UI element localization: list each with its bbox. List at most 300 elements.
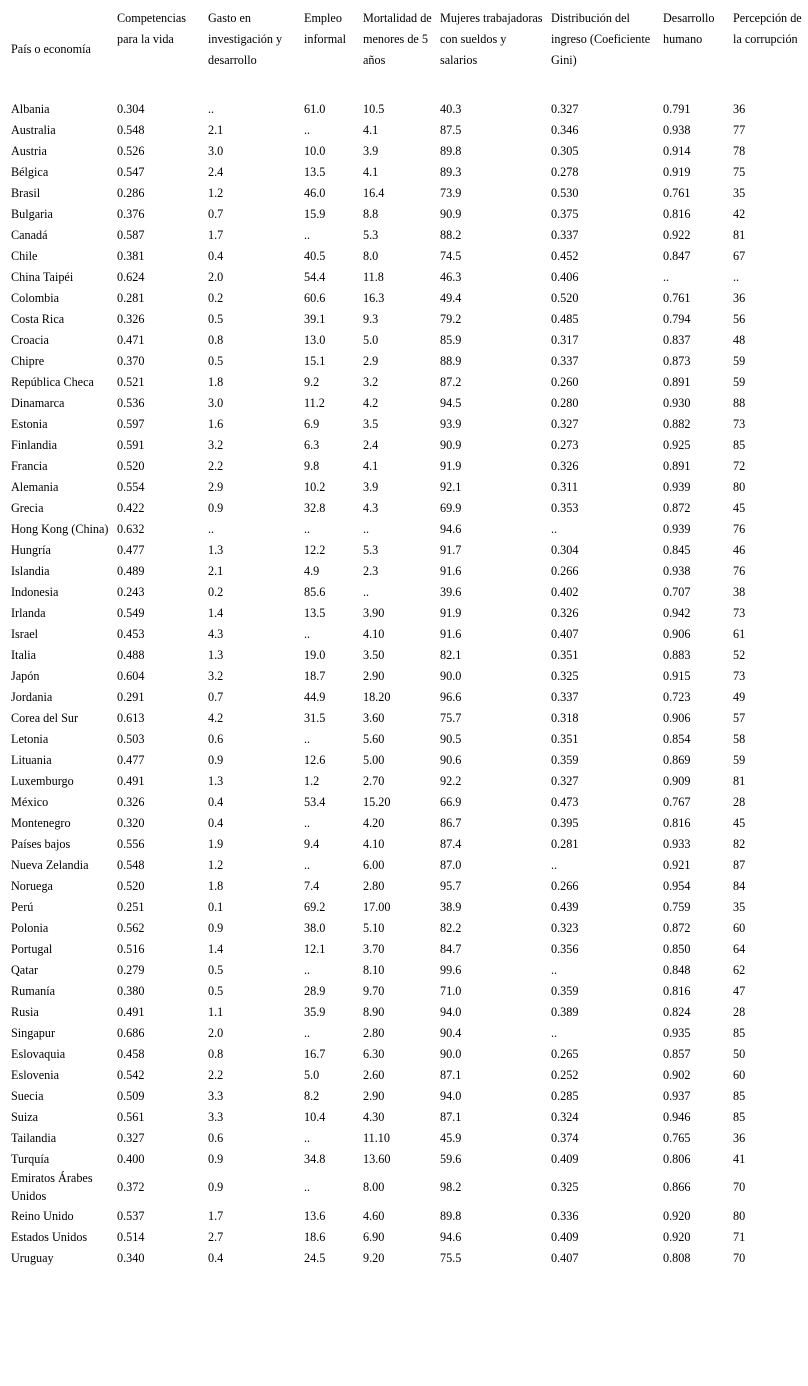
cell-informal-employment: 5.0	[304, 1067, 320, 1082]
cell-corruption-perception: 36	[733, 290, 746, 305]
cell-country: Bélgica	[11, 164, 49, 179]
cell-rd-spending: 3.2	[208, 668, 224, 683]
cell-corruption-perception: 87	[733, 857, 746, 872]
cell-women-wage-workers: 82.2	[440, 920, 462, 935]
cell-gini: 0.389	[551, 1004, 579, 1019]
table-row	[8, 245, 808, 266]
cell-rd-spending: 1.8	[208, 878, 224, 893]
cell-corruption-perception: 59	[733, 353, 746, 368]
cell-informal-employment: 60.6	[304, 290, 326, 305]
cell-life-skills: 0.376	[117, 206, 145, 221]
cell-country: Letonia	[11, 731, 49, 746]
cell-gini: 0.265	[551, 1046, 579, 1061]
cell-women-wage-workers: 89.8	[440, 143, 462, 158]
cell-corruption-perception: 61	[733, 626, 746, 641]
table-row	[8, 938, 808, 959]
column-header-rd-spending: Gasto en investigación y desarrollo	[208, 11, 283, 67]
column-header-under5-mortality: Mortalidad de menores de 5 años	[363, 11, 432, 67]
cell-human-development: 0.920	[663, 1208, 691, 1223]
cell-country: Reino Unido	[11, 1208, 74, 1223]
cell-human-development: 0.808	[663, 1250, 691, 1265]
table-row	[8, 1169, 808, 1205]
cell-under5-mortality: 8.8	[363, 206, 379, 221]
cell-gini: 0.325	[551, 668, 579, 683]
cell-life-skills: 0.514	[117, 1229, 145, 1244]
cell-human-development: 0.920	[663, 1229, 691, 1244]
cell-informal-employment: ..	[304, 626, 311, 641]
cell-informal-employment: 4.9	[304, 563, 320, 578]
cell-rd-spending: 1.4	[208, 941, 224, 956]
cell-life-skills: 0.587	[117, 227, 145, 242]
cell-women-wage-workers: 86.7	[440, 815, 462, 830]
cell-informal-employment: 15.1	[304, 353, 326, 368]
cell-corruption-perception: 85	[733, 1109, 746, 1124]
cell-gini: 0.530	[551, 185, 579, 200]
cell-rd-spending: 4.3	[208, 626, 224, 641]
cell-gini: 0.407	[551, 1250, 579, 1265]
cell-country: República Checa	[11, 374, 94, 389]
cell-corruption-perception: 73	[733, 416, 746, 431]
cell-corruption-perception: 88	[733, 395, 746, 410]
cell-gini: 0.402	[551, 584, 579, 599]
cell-life-skills: 0.516	[117, 941, 145, 956]
cell-human-development: 0.873	[663, 353, 691, 368]
cell-informal-employment: ..	[304, 227, 311, 242]
cell-corruption-perception: 85	[733, 1088, 746, 1103]
cell-informal-employment: 40.5	[304, 248, 326, 263]
cell-gini: 0.318	[551, 710, 579, 725]
cell-human-development: 0.850	[663, 941, 691, 956]
cell-rd-spending: 3.0	[208, 395, 224, 410]
cell-women-wage-workers: 90.5	[440, 731, 462, 746]
cell-country: Turquía	[11, 1151, 50, 1166]
cell-under5-mortality: 4.2	[363, 395, 379, 410]
cell-informal-employment: 18.7	[304, 668, 326, 683]
cell-corruption-perception: 76	[733, 521, 746, 536]
cell-rd-spending: 0.9	[208, 1151, 224, 1166]
cell-country: Israel	[11, 626, 39, 641]
cell-gini: 0.323	[551, 920, 579, 935]
cell-life-skills: 0.477	[117, 542, 145, 557]
cell-human-development: 0.902	[663, 1067, 691, 1082]
cell-life-skills: 0.526	[117, 143, 145, 158]
table-row	[8, 1043, 808, 1064]
cell-life-skills: 0.548	[117, 122, 145, 137]
cell-rd-spending: 0.1	[208, 899, 224, 914]
table-row	[8, 203, 808, 224]
cell-life-skills: 0.458	[117, 1046, 145, 1061]
table-row	[8, 371, 808, 392]
cell-rd-spending: 3.0	[208, 143, 224, 158]
cell-life-skills: 0.521	[117, 374, 145, 389]
cell-rd-spending: 2.9	[208, 479, 224, 494]
cell-gini: 0.356	[551, 941, 579, 956]
table-row	[8, 1148, 808, 1169]
cell-human-development: 0.891	[663, 458, 691, 473]
cell-life-skills: 0.422	[117, 500, 145, 515]
cell-informal-employment: 9.4	[304, 836, 320, 851]
cell-informal-employment: 12.2	[304, 542, 326, 557]
cell-informal-employment: 54.4	[304, 269, 326, 284]
cell-women-wage-workers: 73.9	[440, 185, 462, 200]
cell-corruption-perception: 82	[733, 836, 746, 851]
cell-rd-spending: 3.2	[208, 437, 224, 452]
cell-under5-mortality: 4.1	[363, 164, 379, 179]
table-row	[8, 455, 808, 476]
table-row	[8, 812, 808, 833]
cell-women-wage-workers: 94.0	[440, 1004, 462, 1019]
cell-women-wage-workers: 91.9	[440, 605, 462, 620]
cell-human-development: 0.914	[663, 143, 691, 158]
cell-under5-mortality: 4.30	[363, 1109, 385, 1124]
cell-human-development: 0.882	[663, 416, 691, 431]
cell-country: Singapur	[11, 1025, 56, 1040]
cell-under5-mortality: 6.30	[363, 1046, 385, 1061]
country-indicators-table	[8, 6, 808, 1268]
table-row	[8, 1127, 808, 1148]
cell-under5-mortality: 2.9	[363, 353, 379, 368]
cell-human-development: 0.937	[663, 1088, 691, 1103]
cell-gini: 0.473	[551, 794, 579, 809]
cell-country: Perú	[11, 899, 34, 914]
cell-under5-mortality: 2.80	[363, 878, 385, 893]
cell-women-wage-workers: 87.1	[440, 1109, 462, 1124]
cell-country: Islandia	[11, 563, 50, 578]
cell-life-skills: 0.327	[117, 1130, 145, 1145]
cell-corruption-perception: 64	[733, 941, 746, 956]
cell-gini: ..	[551, 962, 558, 977]
cell-country: Montenegro	[11, 815, 71, 830]
table-row	[8, 749, 808, 770]
cell-gini: 0.327	[551, 416, 579, 431]
cell-rd-spending: ..	[208, 521, 215, 536]
cell-under5-mortality: 16.4	[363, 185, 385, 200]
cell-life-skills: 0.554	[117, 479, 145, 494]
cell-rd-spending: 2.7	[208, 1229, 224, 1244]
cell-corruption-perception: 78	[733, 143, 746, 158]
table-row	[8, 875, 808, 896]
cell-country: Corea del Sur	[11, 710, 79, 725]
cell-gini: 0.395	[551, 815, 579, 830]
cell-informal-employment: 16.7	[304, 1046, 326, 1061]
cell-corruption-perception: 58	[733, 731, 746, 746]
table-row	[8, 1226, 808, 1247]
cell-gini: 0.359	[551, 752, 579, 767]
cell-corruption-perception: 81	[733, 773, 746, 788]
cell-women-wage-workers: 89.3	[440, 164, 462, 179]
table-row	[8, 476, 808, 497]
cell-women-wage-workers: 96.6	[440, 689, 462, 704]
cell-human-development: 0.906	[663, 710, 691, 725]
cell-women-wage-workers: 66.9	[440, 794, 462, 809]
cell-informal-employment: 24.5	[304, 1250, 326, 1265]
cell-rd-spending: 0.4	[208, 248, 224, 263]
cell-life-skills: 0.381	[117, 248, 145, 263]
cell-life-skills: 0.320	[117, 815, 145, 830]
cell-corruption-perception: 56	[733, 311, 746, 326]
cell-human-development: 0.906	[663, 626, 691, 641]
cell-life-skills: 0.632	[117, 521, 145, 536]
cell-human-development: 0.869	[663, 752, 691, 767]
cell-women-wage-workers: 59.6	[440, 1151, 462, 1166]
cell-human-development: 0.933	[663, 836, 691, 851]
cell-women-wage-workers: 90.0	[440, 668, 462, 683]
cell-human-development: 0.909	[663, 773, 691, 788]
cell-life-skills: 0.488	[117, 647, 145, 662]
cell-women-wage-workers: 93.9	[440, 416, 462, 431]
cell-gini: 0.311	[551, 479, 578, 494]
table-row	[8, 665, 808, 686]
cell-rd-spending: 0.4	[208, 1250, 224, 1265]
cell-life-skills: 0.686	[117, 1025, 145, 1040]
cell-women-wage-workers: 90.9	[440, 437, 462, 452]
cell-human-development: 0.847	[663, 248, 691, 263]
cell-gini: 0.280	[551, 395, 579, 410]
cell-women-wage-workers: 71.0	[440, 983, 462, 998]
cell-country: Chile	[11, 248, 38, 263]
cell-human-development: 0.919	[663, 164, 691, 179]
cell-life-skills: 0.491	[117, 1004, 145, 1019]
table-row	[8, 539, 808, 560]
cell-corruption-perception: 45	[733, 815, 746, 830]
cell-informal-employment: 7.4	[304, 878, 320, 893]
cell-rd-spending: 0.6	[208, 1130, 224, 1145]
cell-corruption-perception: 36	[733, 1130, 746, 1145]
cell-life-skills: 0.326	[117, 794, 145, 809]
cell-rd-spending: 0.7	[208, 206, 224, 221]
cell-corruption-perception: 73	[733, 668, 746, 683]
table-row	[8, 1064, 808, 1085]
cell-corruption-perception: 70	[733, 1180, 746, 1194]
cell-rd-spending: 1.6	[208, 416, 224, 431]
cell-country: Suecia	[11, 1088, 44, 1103]
cell-corruption-perception: 46	[733, 542, 746, 557]
table-row	[8, 182, 808, 203]
cell-corruption-perception: 48	[733, 332, 746, 347]
cell-women-wage-workers: 87.1	[440, 1067, 462, 1082]
cell-women-wage-workers: 87.0	[440, 857, 462, 872]
cell-gini: 0.351	[551, 647, 579, 662]
cell-under5-mortality: 17.00	[363, 899, 391, 914]
cell-women-wage-workers: 74.5	[440, 248, 462, 263]
cell-human-development: 0.816	[663, 983, 691, 998]
cell-under5-mortality: ..	[363, 521, 370, 536]
cell-gini: 0.327	[551, 773, 579, 788]
column-header-country: País o economía	[11, 41, 91, 56]
cell-human-development: 0.761	[663, 290, 691, 305]
cell-rd-spending: 4.2	[208, 710, 224, 725]
cell-under5-mortality: 18.20	[363, 689, 391, 704]
cell-country: Tailandia	[11, 1130, 57, 1145]
cell-informal-employment: 10.0	[304, 143, 326, 158]
cell-corruption-perception: 70	[733, 1250, 746, 1265]
cell-under5-mortality: 4.60	[363, 1208, 385, 1223]
cell-life-skills: 0.503	[117, 731, 145, 746]
table-row	[8, 707, 808, 728]
cell-under5-mortality: 8.00	[363, 1180, 385, 1194]
cell-life-skills: 0.286	[117, 185, 145, 200]
cell-human-development: 0.954	[663, 878, 691, 893]
cell-gini: 0.374	[551, 1130, 579, 1145]
table-row	[8, 581, 808, 602]
cell-country: Eslovaquia	[11, 1046, 66, 1061]
cell-rd-spending: 1.3	[208, 647, 224, 662]
cell-human-development: 0.872	[663, 500, 691, 515]
cell-gini: 0.304	[551, 542, 579, 557]
cell-corruption-perception: 75	[733, 164, 746, 179]
cell-life-skills: 0.326	[117, 311, 145, 326]
cell-under5-mortality: 5.00	[363, 752, 385, 767]
cell-country: Australia	[11, 122, 56, 137]
cell-corruption-perception: 28	[733, 794, 746, 809]
cell-women-wage-workers: 87.4	[440, 836, 462, 851]
cell-rd-spending: 1.1	[208, 1004, 224, 1019]
table-row	[8, 308, 808, 329]
cell-women-wage-workers: 49.4	[440, 290, 462, 305]
cell-rd-spending: 0.7	[208, 689, 224, 704]
cell-women-wage-workers: 94.6	[440, 521, 462, 536]
cell-human-development: 0.848	[663, 962, 691, 977]
table-row	[8, 1106, 808, 1127]
table-row	[8, 1247, 808, 1268]
table-row	[8, 833, 808, 854]
table-row	[8, 497, 808, 518]
cell-informal-employment: 39.1	[304, 311, 326, 326]
cell-informal-employment: ..	[304, 731, 311, 746]
cell-life-skills: 0.372	[117, 1180, 145, 1194]
cell-women-wage-workers: 75.7	[440, 710, 462, 725]
cell-informal-employment: 61.0	[304, 101, 326, 116]
cell-human-development: 0.925	[663, 437, 691, 452]
cell-rd-spending: 0.9	[208, 752, 224, 767]
cell-gini: 0.520	[551, 290, 579, 305]
cell-human-development: 0.767	[663, 794, 691, 809]
cell-gini: 0.278	[551, 164, 579, 179]
cell-country: Eslovenia	[11, 1067, 60, 1082]
cell-corruption-perception: 57	[733, 710, 746, 725]
cell-corruption-perception: 72	[733, 458, 746, 473]
cell-country: Estados Unidos	[11, 1229, 88, 1244]
table-row	[8, 392, 808, 413]
cell-country: Colombia	[11, 290, 60, 305]
cell-gini: 0.337	[551, 227, 579, 242]
cell-rd-spending: 0.6	[208, 731, 224, 746]
column-header-informal-employment: Empleo informal	[304, 11, 346, 46]
cell-under5-mortality: 2.90	[363, 1088, 385, 1103]
cell-human-development: 0.939	[663, 479, 691, 494]
cell-under5-mortality: 9.70	[363, 983, 385, 998]
cell-under5-mortality: 6.90	[363, 1229, 385, 1244]
table-row	[8, 602, 808, 623]
cell-rd-spending: 0.4	[208, 794, 224, 809]
cell-informal-employment: 46.0	[304, 185, 326, 200]
cell-gini: 0.326	[551, 605, 579, 620]
cell-informal-employment: ..	[304, 1180, 311, 1194]
cell-women-wage-workers: 40.3	[440, 101, 462, 116]
cell-life-skills: 0.542	[117, 1067, 145, 1082]
cell-rd-spending: 2.2	[208, 1067, 224, 1082]
cell-rd-spending: 0.5	[208, 983, 224, 998]
cell-country: Irlanda	[11, 605, 46, 620]
cell-women-wage-workers: 92.1	[440, 479, 462, 494]
table-row	[8, 560, 808, 581]
cell-women-wage-workers: 94.0	[440, 1088, 462, 1103]
cell-informal-employment: 44.9	[304, 689, 326, 704]
cell-under5-mortality: ..	[363, 584, 370, 599]
cell-under5-mortality: 3.9	[363, 143, 379, 158]
cell-corruption-perception: 60	[733, 920, 746, 935]
cell-corruption-perception: 36	[733, 101, 746, 116]
cell-women-wage-workers: 69.9	[440, 500, 462, 515]
cell-human-development: 0.837	[663, 332, 691, 347]
cell-human-development: 0.794	[663, 311, 691, 326]
cell-life-skills: 0.489	[117, 563, 145, 578]
cell-under5-mortality: 4.20	[363, 815, 385, 830]
cell-human-development: 0.761	[663, 185, 691, 200]
cell-informal-employment: 13.0	[304, 332, 326, 347]
cell-gini: 0.285	[551, 1088, 579, 1103]
cell-country: Chipre	[11, 353, 45, 368]
cell-country: Indonesia	[11, 584, 59, 599]
table-row	[8, 161, 808, 182]
cell-under5-mortality: 9.3	[363, 311, 379, 326]
cell-under5-mortality: 5.10	[363, 920, 385, 935]
cell-rd-spending: 0.9	[208, 500, 224, 515]
cell-country: Japón	[11, 668, 40, 683]
cell-informal-employment: 31.5	[304, 710, 326, 725]
cell-country: Albania	[11, 101, 50, 116]
cell-rd-spending: 0.5	[208, 311, 224, 326]
header-row	[8, 6, 808, 98]
cell-gini: 0.375	[551, 206, 579, 221]
cell-human-development: 0.883	[663, 647, 691, 662]
table-row	[8, 98, 808, 119]
table-row	[8, 1085, 808, 1106]
cell-human-development: 0.816	[663, 206, 691, 221]
cell-women-wage-workers: 89.8	[440, 1208, 462, 1223]
cell-corruption-perception: 60	[733, 1067, 746, 1082]
cell-country: México	[11, 794, 49, 809]
cell-country: Croacia	[11, 332, 49, 347]
cell-rd-spending: 2.4	[208, 164, 224, 179]
cell-rd-spending: 3.3	[208, 1088, 224, 1103]
cell-informal-employment: ..	[304, 122, 311, 137]
cell-human-development: 0.915	[663, 668, 691, 683]
table-row	[8, 413, 808, 434]
table-row	[8, 896, 808, 917]
cell-informal-employment: 12.6	[304, 752, 326, 767]
cell-under5-mortality: 2.90	[363, 668, 385, 683]
cell-women-wage-workers: 88.2	[440, 227, 462, 242]
cell-under5-mortality: 5.0	[363, 332, 379, 347]
cell-informal-employment: 9.8	[304, 458, 320, 473]
cell-women-wage-workers: 95.7	[440, 878, 462, 893]
cell-informal-employment: 18.6	[304, 1229, 326, 1244]
cell-women-wage-workers: 90.6	[440, 752, 462, 767]
cell-human-development: 0.939	[663, 521, 691, 536]
cell-country: Hungría	[11, 542, 51, 557]
cell-human-development: 0.806	[663, 1151, 691, 1166]
cell-human-development: 0.938	[663, 122, 691, 137]
cell-informal-employment: 34.8	[304, 1151, 326, 1166]
cell-human-development: 0.872	[663, 920, 691, 935]
table-row	[8, 686, 808, 707]
cell-country: Grecia	[11, 500, 44, 515]
cell-women-wage-workers: 94.6	[440, 1229, 462, 1244]
cell-gini: 0.452	[551, 248, 579, 263]
cell-life-skills: 0.549	[117, 605, 145, 620]
column-header-women-wage-workers: Mujeres trabajadoras con sueldos y salarios	[440, 11, 543, 67]
